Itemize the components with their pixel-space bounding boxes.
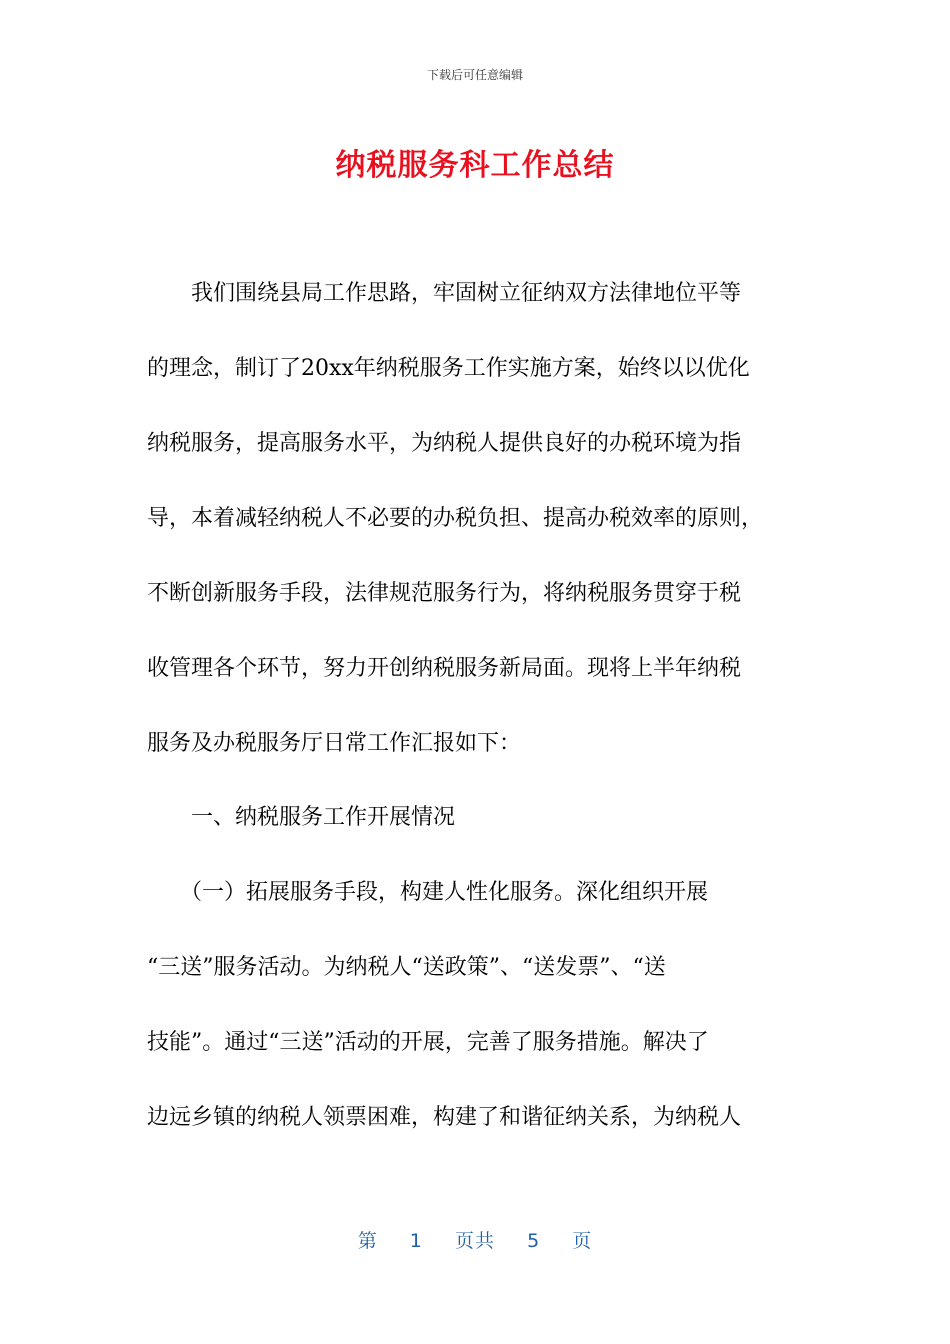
body-line: “三送”服务活动。为纳税人“送政策”、“送发票”、“送 [147, 955, 666, 980]
body-line: （一）拓展服务手段，构建人性化服务。深化组织开展 [147, 880, 709, 905]
section-heading: 一、纳税服务工作开展情况 [147, 805, 456, 830]
page-footer [0, 1226, 950, 1253]
body-line: 导，本着减轻纳税人不必要的办税负担、提高办税效率的原则， [147, 506, 764, 531]
page-number: 1 [409, 1230, 423, 1252]
body-line: 纳税服务，提高服务水平，为纳税人提供良好的办税环境为指 [147, 431, 742, 456]
header-note: 下载后可任意编辑 [426, 68, 523, 82]
page-suffix: 页 [572, 1230, 593, 1252]
document-title: 纳税服务科工作总结 [335, 148, 615, 183]
body-line: 服务及办税服务厅日常工作汇报如下： [147, 731, 522, 756]
body-line: 我们围绕县局工作思路，牢固树立征纳双方法律地位平等 [147, 281, 742, 306]
of-label: 页共 [454, 1230, 495, 1252]
page-label: 第 [357, 1230, 378, 1252]
body-line: 技能”。通过“三送”活动的开展，完善了服务措施。解决了 [147, 1030, 709, 1055]
body-line: 边远乡镇的纳税人领票困难，构建了和谐征纳关系，为纳税人 [147, 1105, 742, 1130]
body-line: 收管理各个环节，努力开创纳税服务新局面。现将上半年纳税 [147, 656, 742, 681]
body-line: 的理念，制订了20xx年纳税服务工作实施方案，始终以以优化 [147, 356, 750, 381]
body-line: 不断创新服务手段，法律规范服务行为，将纳税服务贯穿于税 [147, 581, 742, 606]
total-pages: 5 [527, 1230, 541, 1252]
